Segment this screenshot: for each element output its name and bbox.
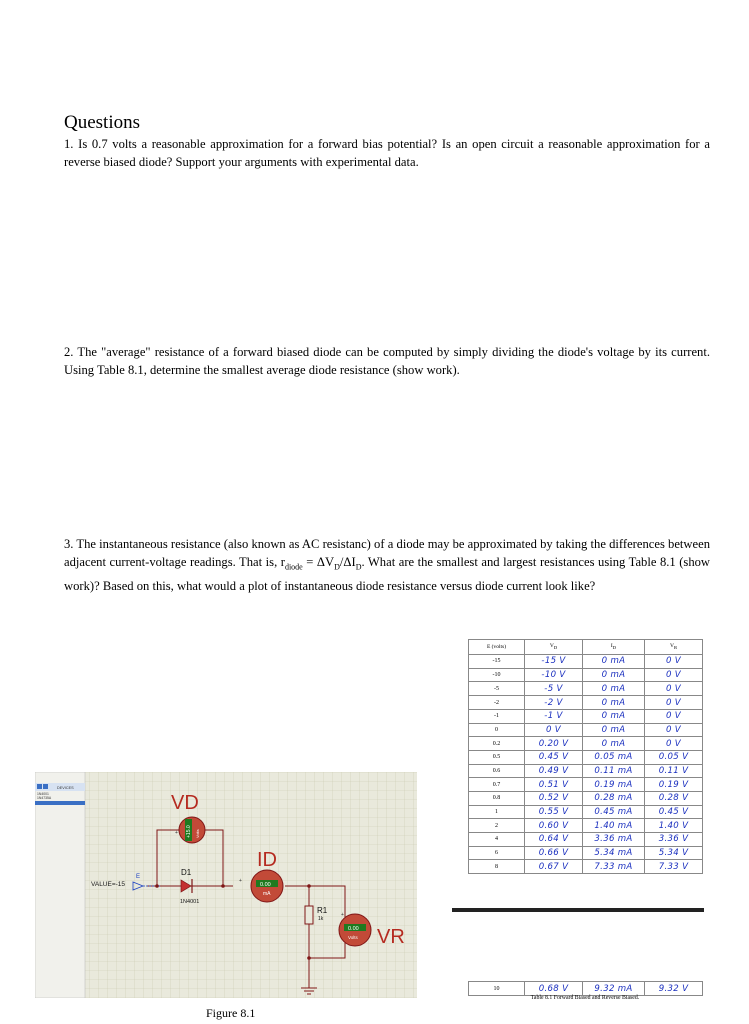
table-row [469,668,703,682]
cell-vd: 0.67 V [525,860,583,874]
table-row [469,750,703,764]
table-row [469,860,703,874]
panel-item-1n4735a[interactable]: 1N4735A [37,796,52,800]
cell-id: 5.34 mA [583,846,645,860]
cell-id: 0.05 mA [583,750,645,764]
cell-vr: 0.19 V [645,778,703,792]
question-3-sub-d2: D [355,562,362,572]
id-plus: + [239,878,242,884]
cell-vr: 5.34 V [645,846,703,860]
diode-part: 1N4001 [180,899,200,905]
id-meter-value: 0.00 [260,882,271,888]
header-vr-sub: R [673,645,678,651]
cell-vd: -5 V [525,682,583,696]
table-row [469,791,703,805]
table-row [469,982,703,996]
cell-vd: 0.45 V [525,750,583,764]
question-3-sub-diode: diode [284,562,303,572]
cell-vd: -2 V [525,696,583,710]
cell-e: 0.7 [469,778,525,792]
cell-vr: 3.36 V [645,833,703,847]
vd-plus: + [175,830,178,836]
cell-vd: -10 V [525,668,583,682]
cell-id: 0.28 mA [583,791,645,805]
table-row [469,764,703,778]
table-header-row [469,640,703,655]
cell-id: 0.45 mA [583,805,645,819]
cell-id: 0 mA [583,668,645,682]
resistor-value: 1k [318,916,324,922]
cell-id: 0 mA [583,737,645,751]
cell-id: 0 mA [583,682,645,696]
header-vr [645,640,703,655]
cell-vd: 0 V [525,723,583,737]
cell-vr: 0 V [645,723,703,737]
cell-vd: 0.20 V [525,737,583,751]
question-3-part-c: /ΔI [339,555,356,569]
header-vr-main: V [669,643,674,649]
cell-vd: 0.60 V [525,819,583,833]
vr-label: VR [377,926,405,948]
question-3-sub-d1: D [334,562,340,572]
cell-vr: 0 V [645,737,703,751]
cell-e: 4 [469,833,525,847]
horizontal-divider [452,908,704,912]
panel-title: DEVICES [57,786,74,790]
cell-id: 0.19 mA [583,778,645,792]
cell-e: 0 [469,723,525,737]
header-vd-main: V [549,643,554,649]
figure-caption: Figure 8.1 [206,1006,256,1020]
vr-meter-unit: Volts [348,935,358,940]
cell-vd: 0.66 V [525,846,583,860]
cell-e: 0.8 [469,791,525,805]
question-3-part-a: 3. The instantaneous resistance (also known as AC resistanc) of a diode may be approximated by taking the differences between adjacent current-voltage readings. That is, r [64,537,710,569]
cell-e: 0.6 [469,764,525,778]
question-3 [64,535,710,595]
cell-vr: 1.40 V [645,819,703,833]
header-vd [525,640,583,655]
cell-vr: 0.11 V [645,764,703,778]
panel-l-icon[interactable] [43,784,48,789]
cell-vd: 0.55 V [525,805,583,819]
cell-vd: 0.52 V [525,791,583,805]
cell-vd: 0.64 V [525,833,583,847]
cell-vr: 9.32 V [645,982,703,996]
cell-e: -15 [469,655,525,669]
table-row [469,778,703,792]
cell-vd: -15 V [525,655,583,669]
data-table [468,639,702,874]
questions-heading: Questions [64,112,140,133]
cell-vd: 0.68 V [525,982,583,996]
circuit-schematic [35,772,417,998]
cell-e: 2 [469,819,525,833]
cell-e: 1 [469,805,525,819]
table-caption: Table 8.1 Forward Biased and Reverse Biased. [530,995,640,1001]
question-3-part-d: . What are the smallest and largest resistances using Table 8.1 (show work)? Based on this, what would a plot of instantaneous diode resistance versus diode current look like? [64,555,711,593]
cell-vd: -1 V [525,709,583,723]
source-label: E [136,874,141,880]
cell-id: 0 mA [583,696,645,710]
table-row [469,696,703,710]
cell-id: 1.40 mA [583,819,645,833]
table-row [469,737,703,751]
cell-vr: 0.05 V [645,750,703,764]
cell-e: 10 [469,982,525,996]
cell-vr: 7.33 V [645,860,703,874]
cell-vr: 0.45 V [645,805,703,819]
cell-e: 0.5 [469,750,525,764]
table-row [469,819,703,833]
vr-plus: + [341,912,344,918]
table-row [469,709,703,723]
diode-ref: D1 [181,868,192,877]
panel-item-1n4001[interactable]: 1N4001 [37,792,49,796]
cell-vr: 0 V [645,668,703,682]
cell-e: -2 [469,696,525,710]
cell-e: -10 [469,668,525,682]
cell-e: 6 [469,846,525,860]
table-row [469,723,703,737]
question-2: 2. The "average" resistance of a forward biased diode can be computed by simply dividing the diode's voltage by its current. Using Table 8.1, determine the smallest average diode resistance (show work). [64,345,710,377]
question-3-part-b: = ΔV [302,555,335,569]
header-e: E (volts) [469,640,525,655]
vr-meter-value: 0.00 [348,926,359,932]
table-row [469,805,703,819]
question-1: 1. Is 0.7 volts a reasonable approximation for a forward bias potential? Is an open circuit a reasonable approximation for a reverse biased diode? Support your arguments with experimental data. [64,137,710,169]
table-row [469,655,703,669]
cell-id: 7.33 mA [583,860,645,874]
source-value: VALUE=-15 [91,881,126,888]
cell-vr: 0 V [645,682,703,696]
header-vd-sub: D [553,645,558,651]
data-table-last-row [468,981,702,996]
header-id [583,640,645,655]
vd-meter-unit: Volts [195,829,200,838]
cell-vd: 0.49 V [525,764,583,778]
cell-e: -1 [469,709,525,723]
id-meter-unit: mA [263,891,271,897]
resistor-ref: R1 [317,906,328,915]
cell-id: 3.36 mA [583,833,645,847]
cell-id: 0 mA [583,723,645,737]
cell-vr: 0 V [645,709,703,723]
cell-vr: 0 V [645,655,703,669]
vd-label: VD [171,792,199,814]
cell-e: 8 [469,860,525,874]
cell-e: -5 [469,682,525,696]
cell-vr: 0 V [645,696,703,710]
cell-vd: 0.51 V [525,778,583,792]
table-row [469,846,703,860]
panel-p-icon[interactable] [37,784,42,789]
devices-panel[interactable] [35,772,85,998]
header-id-sub: D [612,645,617,651]
cell-id: 9.32 mA [583,982,645,996]
table-row [469,833,703,847]
header-id-main: I [610,643,613,649]
cell-id: 0.11 mA [583,764,645,778]
cell-vr: 0.28 V [645,791,703,805]
table-row [469,682,703,696]
id-label: ID [257,849,277,871]
cell-id: 0 mA [583,655,645,669]
cell-id: 0 mA [583,709,645,723]
vd-meter-value: +15.0 [186,825,192,838]
cell-e: 0.2 [469,737,525,751]
